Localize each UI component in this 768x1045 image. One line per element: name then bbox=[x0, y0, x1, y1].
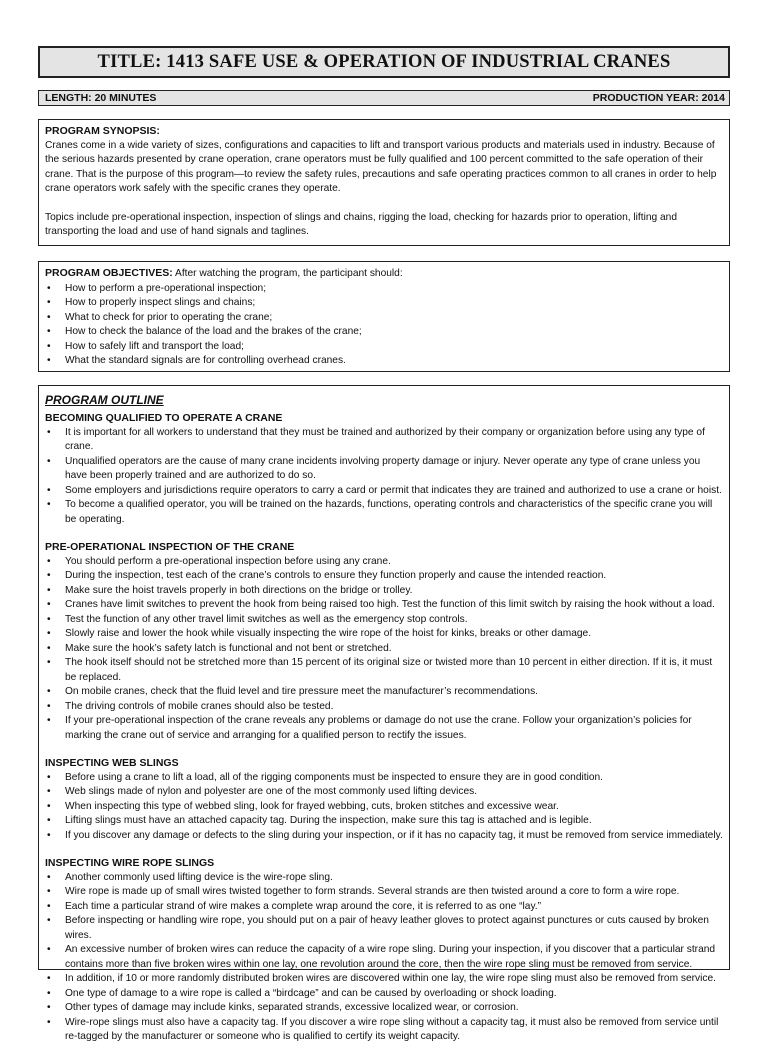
list-item: • How to properly inspect slings and chains; bbox=[45, 296, 723, 311]
list-item: • Lifting slings must have an attached capacity tag. During the inspection, make sure this tag is attached and is legible. bbox=[45, 814, 723, 829]
list-item: • Each time a particular strand of wire makes a complete wrap around the core, it is referred to as one “lay.” bbox=[45, 900, 723, 915]
list-item: • An excessive number of broken wires can reduce the capacity of a wire rope sling. During your inspection, if you discover that a particular strand contains more than five broken wires within one lay, one revolution around the core, then the wire rope sling must be removed from service. bbox=[45, 943, 723, 972]
list-item: • Slowly raise and lower the hook while visually inspecting the wire rope of the hoist for kinks, breaks or other damage. bbox=[45, 627, 723, 642]
synopsis-paragraph: Topics include pre-operational inspection, inspection of slings and chains, rigging the load, checking for hazards prior to operation, lifting and transporting the load and use of hand signals and taglines. bbox=[45, 211, 678, 237]
list-item: • How to check the balance of the load and the brakes of the crane; bbox=[45, 325, 723, 340]
synopsis-heading: PROGRAM SYNOPSIS: bbox=[45, 125, 160, 137]
list-item: • What to check for prior to operating the crane; bbox=[45, 311, 723, 326]
section-list bbox=[45, 771, 723, 844]
section-list bbox=[45, 426, 723, 528]
outline-section bbox=[38, 385, 730, 1042]
list-item: • Unqualified operators are the cause of many crane incidents involving property damage or injury. Never operate any type of crane unless you have been properly trained and are authorized to do so. bbox=[45, 455, 723, 484]
objectives-header-line bbox=[45, 266, 723, 282]
list-item: • If you discover any damage or defects to the sling during your inspection, or if it has no capacity tag, it must be removed from service immediately. bbox=[45, 829, 723, 844]
meta-bar bbox=[38, 90, 730, 106]
list-item: • Make sure the hoist travels properly in both directions on the bridge or trolley. bbox=[45, 584, 723, 599]
list-item: • Some employers and jurisdictions require operators to carry a card or permit that indicates they are trained and authorized to use a crane or hoist. bbox=[45, 484, 723, 499]
list-item: • Before using a crane to lift a load, all of the rigging components must be inspected to ensure they are in good condition. bbox=[45, 771, 723, 786]
synopsis-section bbox=[38, 119, 730, 246]
section-heading: BECOMING QUALIFIED TO OPERATE A CRANE bbox=[45, 412, 283, 424]
list-item: • One type of damage to a wire rope is called a “birdcage” and can be caused by overloading or shock loading. bbox=[45, 987, 723, 1002]
objectives-section bbox=[38, 261, 730, 372]
list-item: • Other types of damage may include kinks, separated strands, excessive localized wear, or corrosion. bbox=[45, 1001, 723, 1016]
list-item: • Make sure the hook’s safety latch is functional and not bent or stretched. bbox=[45, 642, 723, 657]
outline-heading: PROGRAM OUTLINE bbox=[45, 393, 164, 407]
section-list bbox=[45, 871, 723, 1045]
list-item: • The hook itself should not be stretched more than 15 percent of its original size or twisted more than 10 percent in either direction. If it is, it must be replaced. bbox=[45, 656, 723, 685]
list-item: • To become a qualified operator, you will be trained on the hazards, functions, operating controls and characteristics of the specific crane you will be operating. bbox=[45, 498, 723, 527]
list-item: • The driving controls of mobile cranes should also be tested. bbox=[45, 700, 723, 715]
objectives-intro: After watching the program, the participant should: bbox=[172, 268, 403, 279]
section-heading: INSPECTING WIRE ROPE SLINGS bbox=[45, 857, 215, 869]
list-item: • Another commonly used lifting device is the wire-rope sling. bbox=[45, 871, 723, 886]
list-item: • During the inspection, test each of the crane’s controls to ensure they function properly and cause the intended reaction. bbox=[45, 569, 723, 584]
list-item: • How to perform a pre-operational inspection; bbox=[45, 282, 723, 297]
production-year-label: PRODUCTION YEAR: 2014 bbox=[592, 92, 725, 104]
objectives-list bbox=[45, 282, 723, 369]
objectives-heading: PROGRAM OBJECTIVES: bbox=[45, 267, 173, 279]
list-item: • It is important for all workers to understand that they must be trained and authorized by their company or organization before using any type of crane. bbox=[45, 426, 723, 455]
section-list bbox=[45, 555, 723, 744]
document-title: TITLE: 1413 SAFE USE & OPERATION OF INDUSTRIAL CRANES bbox=[38, 46, 730, 78]
list-item: • On mobile cranes, check that the fluid level and tire pressure meet the manufacturer’s recommendations. bbox=[45, 685, 723, 700]
list-item: • How to safely lift and transport the load; bbox=[45, 340, 723, 355]
list-item: • Wire-rope slings must also have a capacity tag. If you discover a wire rope sling without a capacity tag, it must also be removed from service until re-tagged by the manufacturer or someone who is qualified to certify its weight capacity. bbox=[45, 1016, 723, 1045]
list-item: • What the standard signals are for controlling overhead cranes. bbox=[45, 354, 723, 369]
list-item: • Cranes have limit switches to prevent the hook from being raised too high. Test the function of this limit switch by raising the hook without a load. bbox=[45, 598, 723, 613]
list-item: • You should perform a pre-operational inspection before using any crane. bbox=[45, 555, 723, 570]
list-item: • Web slings made of nylon and polyester are one of the most commonly used lifting devices. bbox=[45, 785, 723, 800]
section-heading: INSPECTING WEB SLINGS bbox=[45, 757, 179, 769]
length-label: LENGTH: 20 MINUTES bbox=[45, 92, 157, 104]
list-item: • Test the function of any other travel limit switches as well as the emergency stop controls. bbox=[45, 613, 723, 628]
list-item: • Wire rope is made up of small wires twisted together to form strands. Several strands are then twisted around a core to form a wire rope. bbox=[45, 885, 723, 900]
synopsis-paragraph: Cranes come in a wide variety of sizes, configurations and capacities to lift and transport various products and materials used in industry. Because of the serious hazards presented by crane operation, crane operators must be fully qualified and 100 percent committed to the safe operation of their crane. That is the purpose of this program—to review the safety rules, precautions and safe operating practices common to all cranes in order to help crane operators work safely with the specific cranes they operate. bbox=[45, 139, 717, 194]
list-item: • When inspecting this type of webbed sling, look for frayed webbing, cuts, broken stitches and excessive wear. bbox=[45, 800, 723, 815]
list-item: • If your pre-operational inspection of the crane reveals any problems or damage do not use the crane. Follow your organization’s policies for marking the crane out of service and arranging for a qualified person to rectify the issues. bbox=[45, 714, 723, 743]
section-heading: PRE-OPERATIONAL INSPECTION OF THE CRANE bbox=[45, 541, 295, 553]
list-item: • In addition, if 10 or more randomly distributed broken wires are discovered within one lay, the wire rope sling must also be removed from service. bbox=[45, 972, 723, 987]
list-item: • Before inspecting or handling wire rope, you should put on a pair of heavy leather gloves to protect against punctures or cuts caused by broken wires. bbox=[45, 914, 723, 943]
